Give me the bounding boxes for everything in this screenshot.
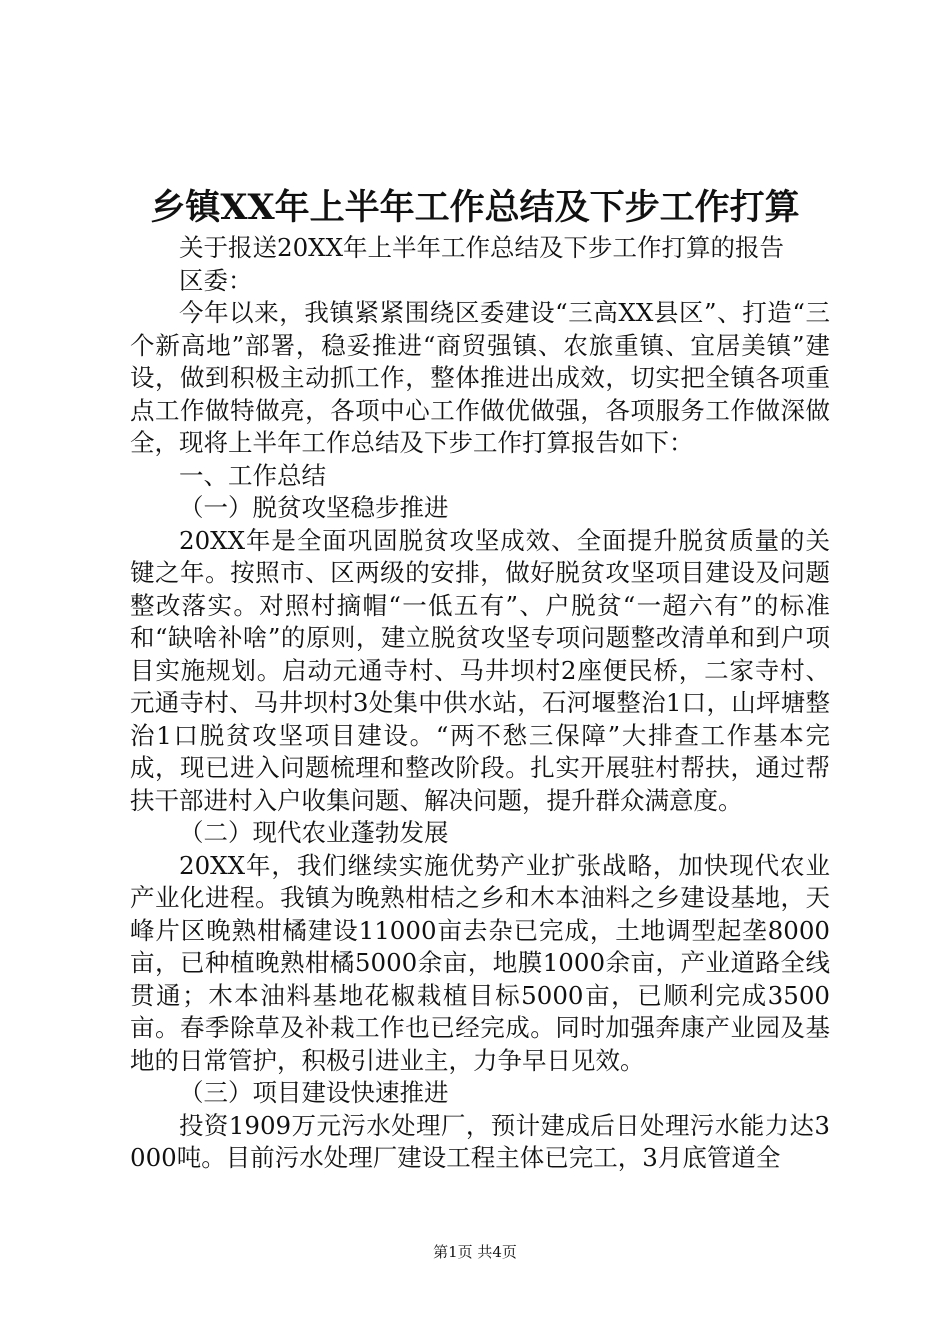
poverty-paragraph: 20XX年是全面巩固脱贫攻坚成效、全面提升脱贫质量的关键之年。按照市、区两级的安排，做好脱贫攻坚项目建设及问题整改落实。对照村摘帽“一低五有”、户脱贫“一超六有”的标准和“缺啥补啥”的原则，建立脱贫攻坚专项问题整改清单和到户项目实施规划。启动元通寺村、马井坝村2座便民桥，二家寺村、元通寺村、马井坝村3处集中供水站，石河堰整治1口，山坪塘整治1口脱贫攻坚项目建设。“两不愁三保障”大排查工作基本完成，现已进入问题梳理和整改阶段。扎实开展驻村帮扶，通过帮扶干部进村入户收集问题、解决问题，提升群众满意度。 xyxy=(130,525,830,815)
addressee: 区委： xyxy=(179,265,253,295)
page-number: 第1页 共4页 xyxy=(433,1243,517,1261)
document-title: 乡镇XX年上半年工作总结及下步工作打算 xyxy=(150,187,800,228)
report-subtitle: 关于报送20XX年上半年工作总结及下步工作打算的报告 xyxy=(179,233,785,262)
agriculture-paragraph: 20XX年，我们继续实施优势产业扩张战略，加快现代农业产业化进程。我镇为晚熟柑桔之乡和木本油料之乡建设基地，天峰片区晚熟柑橘建设11000亩去杂已完成，土地调型起垄8000亩，已种植晚熟柑橘5000余亩，地膜1000余亩，产业道路全线贯通；木本油料基地花椒栽植目标5000亩，已顺利完成3500亩。春季除草及补栽工作也已经完成。同时加强奔康产业园及基地的日常管护，积极引进业主，力争早日见效。 xyxy=(130,850,830,1075)
intro-paragraph: 今年以来，我镇紧紧围绕区委建设“三高XX县区”、打造“三个新高地”部署，稳妥推进“商贸强镇、农旅重镇、宜居美镇”建设，做到积极主动抓工作，整体推进出成效，切实把全镇各项重点工作做特做亮，各项中心工作做优做强，各项服务工作做深做全，现将上半年工作总结及下步工作打算报告如下： xyxy=(130,298,830,457)
subsection-heading-projects: （三）项目建设快速推进 xyxy=(179,1078,449,1107)
subsection-heading-poverty: （一）脱贫攻坚稳步推进 xyxy=(179,493,449,522)
projects-paragraph: 投资1909万元污水处理厂，预计建成后日处理污水能力达3000吨。目前污水处理厂建设工程主体已完工，3月底管道全 xyxy=(130,1110,830,1172)
section-heading-summary: 一、工作总结 xyxy=(179,460,326,490)
document-body xyxy=(130,232,830,1175)
subsection-heading-agriculture: （二）现代农业蓬勃发展 xyxy=(179,818,449,847)
